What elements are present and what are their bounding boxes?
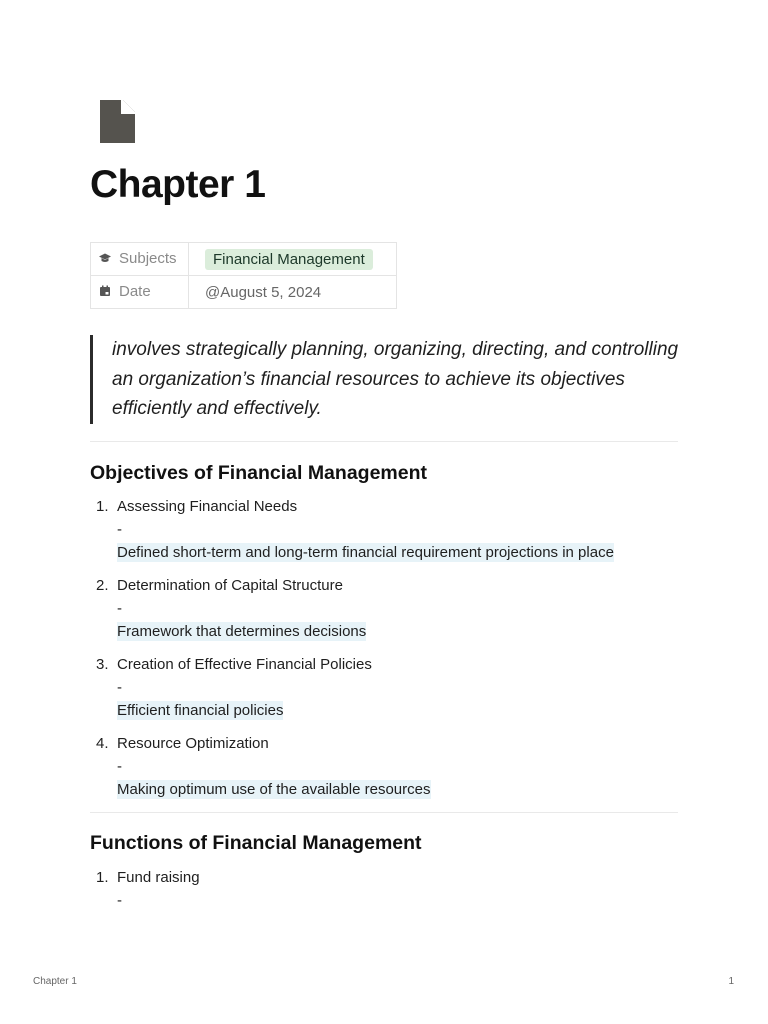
objectives-list — [90, 495, 678, 811]
list-number: 4. — [96, 735, 109, 752]
list-number: 1. — [96, 869, 109, 886]
date-value[interactable]: @August 5, 2024 — [205, 283, 322, 301]
divider — [90, 812, 678, 813]
list-item-title: Assessing Financial Needs — [117, 498, 298, 515]
list-item-detail: Framework that determines decisions — [117, 623, 367, 640]
list-item — [90, 574, 678, 643]
list-item-dash: - — [117, 600, 122, 617]
page-title: Chapter 1 — [90, 163, 266, 206]
calendar-icon — [99, 285, 111, 297]
property-row-subjects — [91, 243, 397, 276]
section-heading: Objectives of Financial Management — [90, 462, 428, 484]
document-icon — [100, 100, 135, 143]
footer-page-title: Chapter 1 — [33, 976, 77, 987]
list-item-title: Determination of Capital Structure — [117, 577, 343, 594]
list-item-title: Creation of Effective Financial Policies — [117, 656, 372, 673]
list-item — [90, 653, 678, 722]
list-item-dash: - — [117, 892, 122, 909]
list-item — [90, 866, 678, 912]
list-item-dash: - — [117, 521, 122, 538]
list-item-dash: - — [117, 679, 122, 696]
properties-table — [90, 242, 397, 309]
list-item-title: Fund raising — [117, 869, 200, 886]
list-item-detail: Defined short-term and long-term financial requirement projections in place — [117, 544, 614, 561]
list-number: 2. — [96, 577, 109, 594]
quote-block: involves strategically planning, organizing, directing, and controlling an organization’s financial resources to achieve its objectives efficiently and effectively. — [90, 335, 687, 424]
property-name: Date — [119, 282, 151, 300]
functions-list — [90, 866, 678, 922]
divider — [90, 441, 678, 442]
list-item — [90, 495, 678, 564]
list-item-detail: Efficient financial policies — [117, 702, 284, 719]
list-item-title: Resource Optimization — [117, 735, 269, 752]
footer-page-number: 1 — [728, 976, 734, 987]
list-number: 3. — [96, 656, 109, 673]
list-item-dash: - — [117, 758, 122, 775]
property-row-date — [91, 276, 397, 309]
list-item — [90, 732, 678, 801]
subject-tag[interactable]: Financial Management — [205, 249, 373, 270]
list-item-detail: Making optimum use of the available resources — [117, 781, 431, 798]
section-heading: Functions of Financial Management — [90, 832, 422, 854]
list-number: 1. — [96, 498, 109, 515]
graduation-cap-icon — [99, 252, 111, 264]
property-name: Subjects — [119, 249, 177, 267]
